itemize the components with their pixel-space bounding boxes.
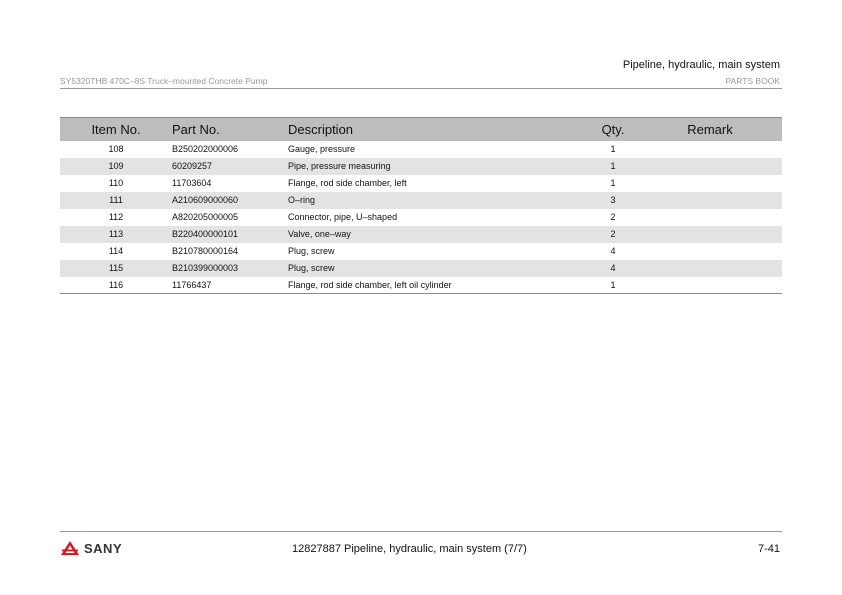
remark-cell — [638, 141, 782, 158]
table-row — [60, 141, 782, 158]
remark-cell — [638, 158, 782, 175]
sany-logo-icon — [60, 540, 80, 556]
column-header-part-no: Part No. — [172, 118, 288, 141]
parts-table — [60, 117, 782, 294]
description-cell: Flange, rod side chamber, left — [288, 178, 407, 188]
document-title: SY5320THB 470C–8S Truck–mounted Concrete Pump — [60, 76, 268, 86]
table-row — [60, 192, 782, 209]
part-no-cell: B210780000164 — [172, 246, 239, 256]
qty-cell: 4 — [610, 246, 616, 256]
description-cell: Plug, screw — [288, 246, 335, 256]
column-header-qty: Qty. — [588, 118, 638, 141]
column-header-description: Description — [288, 118, 588, 141]
part-no-cell: 11703604 — [172, 178, 212, 188]
part-no-cell: A210609000060 — [172, 195, 239, 205]
remark-cell — [638, 175, 782, 192]
table-row — [60, 175, 782, 192]
table-row — [60, 158, 782, 175]
parts-book-label: PARTS BOOK — [725, 76, 780, 86]
footer-title: 12827887 Pipeline, hydraulic, main system (7/7) — [292, 543, 527, 555]
part-no-cell: 60209257 — [172, 161, 213, 171]
item-no-cell: 108 — [108, 144, 124, 154]
part-no-cell: B210399000003 — [172, 263, 239, 273]
item-no-cell: 113 — [108, 229, 124, 239]
description-cell: Connector, pipe, U–shaped — [288, 212, 398, 222]
item-no-cell: 116 — [60, 277, 172, 294]
description-cell: Plug, screw — [288, 263, 335, 273]
item-no-cell: 109 — [108, 161, 124, 171]
part-no-cell: A820205000005 — [172, 212, 239, 222]
remark-cell — [638, 260, 782, 277]
item-no-cell: 110 — [108, 178, 124, 188]
remark-cell — [638, 277, 782, 294]
part-no-cell: B220400000101 — [172, 229, 239, 239]
column-header-remark: Remark — [638, 118, 782, 141]
table-row — [60, 260, 782, 277]
table-header-row — [60, 118, 782, 141]
part-no-cell: 11766437 — [172, 277, 288, 294]
logo-wordmark: SANY — [84, 540, 123, 556]
item-no-cell: 115 — [108, 263, 124, 273]
remark-cell — [638, 243, 782, 260]
item-no-cell: 111 — [109, 195, 123, 205]
remark-cell — [638, 192, 782, 209]
table-row — [60, 226, 782, 243]
sany-logo — [60, 540, 122, 556]
remark-cell — [638, 209, 782, 226]
footer-divider — [60, 531, 782, 532]
description-cell: Pipe, pressure measuring — [288, 161, 391, 171]
table-row — [60, 209, 782, 226]
qty-cell: 1 — [610, 161, 616, 171]
remark-cell — [638, 226, 782, 243]
qty-cell: 4 — [610, 263, 616, 273]
header-divider — [60, 88, 782, 89]
qty-cell: 1 — [610, 178, 616, 188]
column-header-item-no: Item No. — [60, 118, 172, 141]
section-title: Pipeline, hydraulic, main system — [622, 59, 780, 71]
table-row — [60, 277, 782, 294]
qty-cell: 1 — [610, 144, 616, 154]
table-row — [60, 243, 782, 260]
qty-cell: 3 — [610, 195, 616, 205]
description-cell: Flange, rod side chamber, left oil cylinder — [288, 277, 588, 294]
page-number: 7-41 — [757, 543, 780, 555]
qty-cell: 1 — [588, 277, 638, 294]
description-cell: O–ring — [288, 195, 316, 205]
qty-cell: 2 — [610, 212, 616, 222]
description-cell: Valve, one–way — [288, 229, 351, 239]
qty-cell: 2 — [610, 229, 616, 239]
description-cell: Gauge, pressure — [288, 144, 356, 154]
part-no-cell: B250202000006 — [172, 144, 239, 154]
item-no-cell: 112 — [108, 212, 124, 222]
item-no-cell: 114 — [108, 246, 124, 256]
